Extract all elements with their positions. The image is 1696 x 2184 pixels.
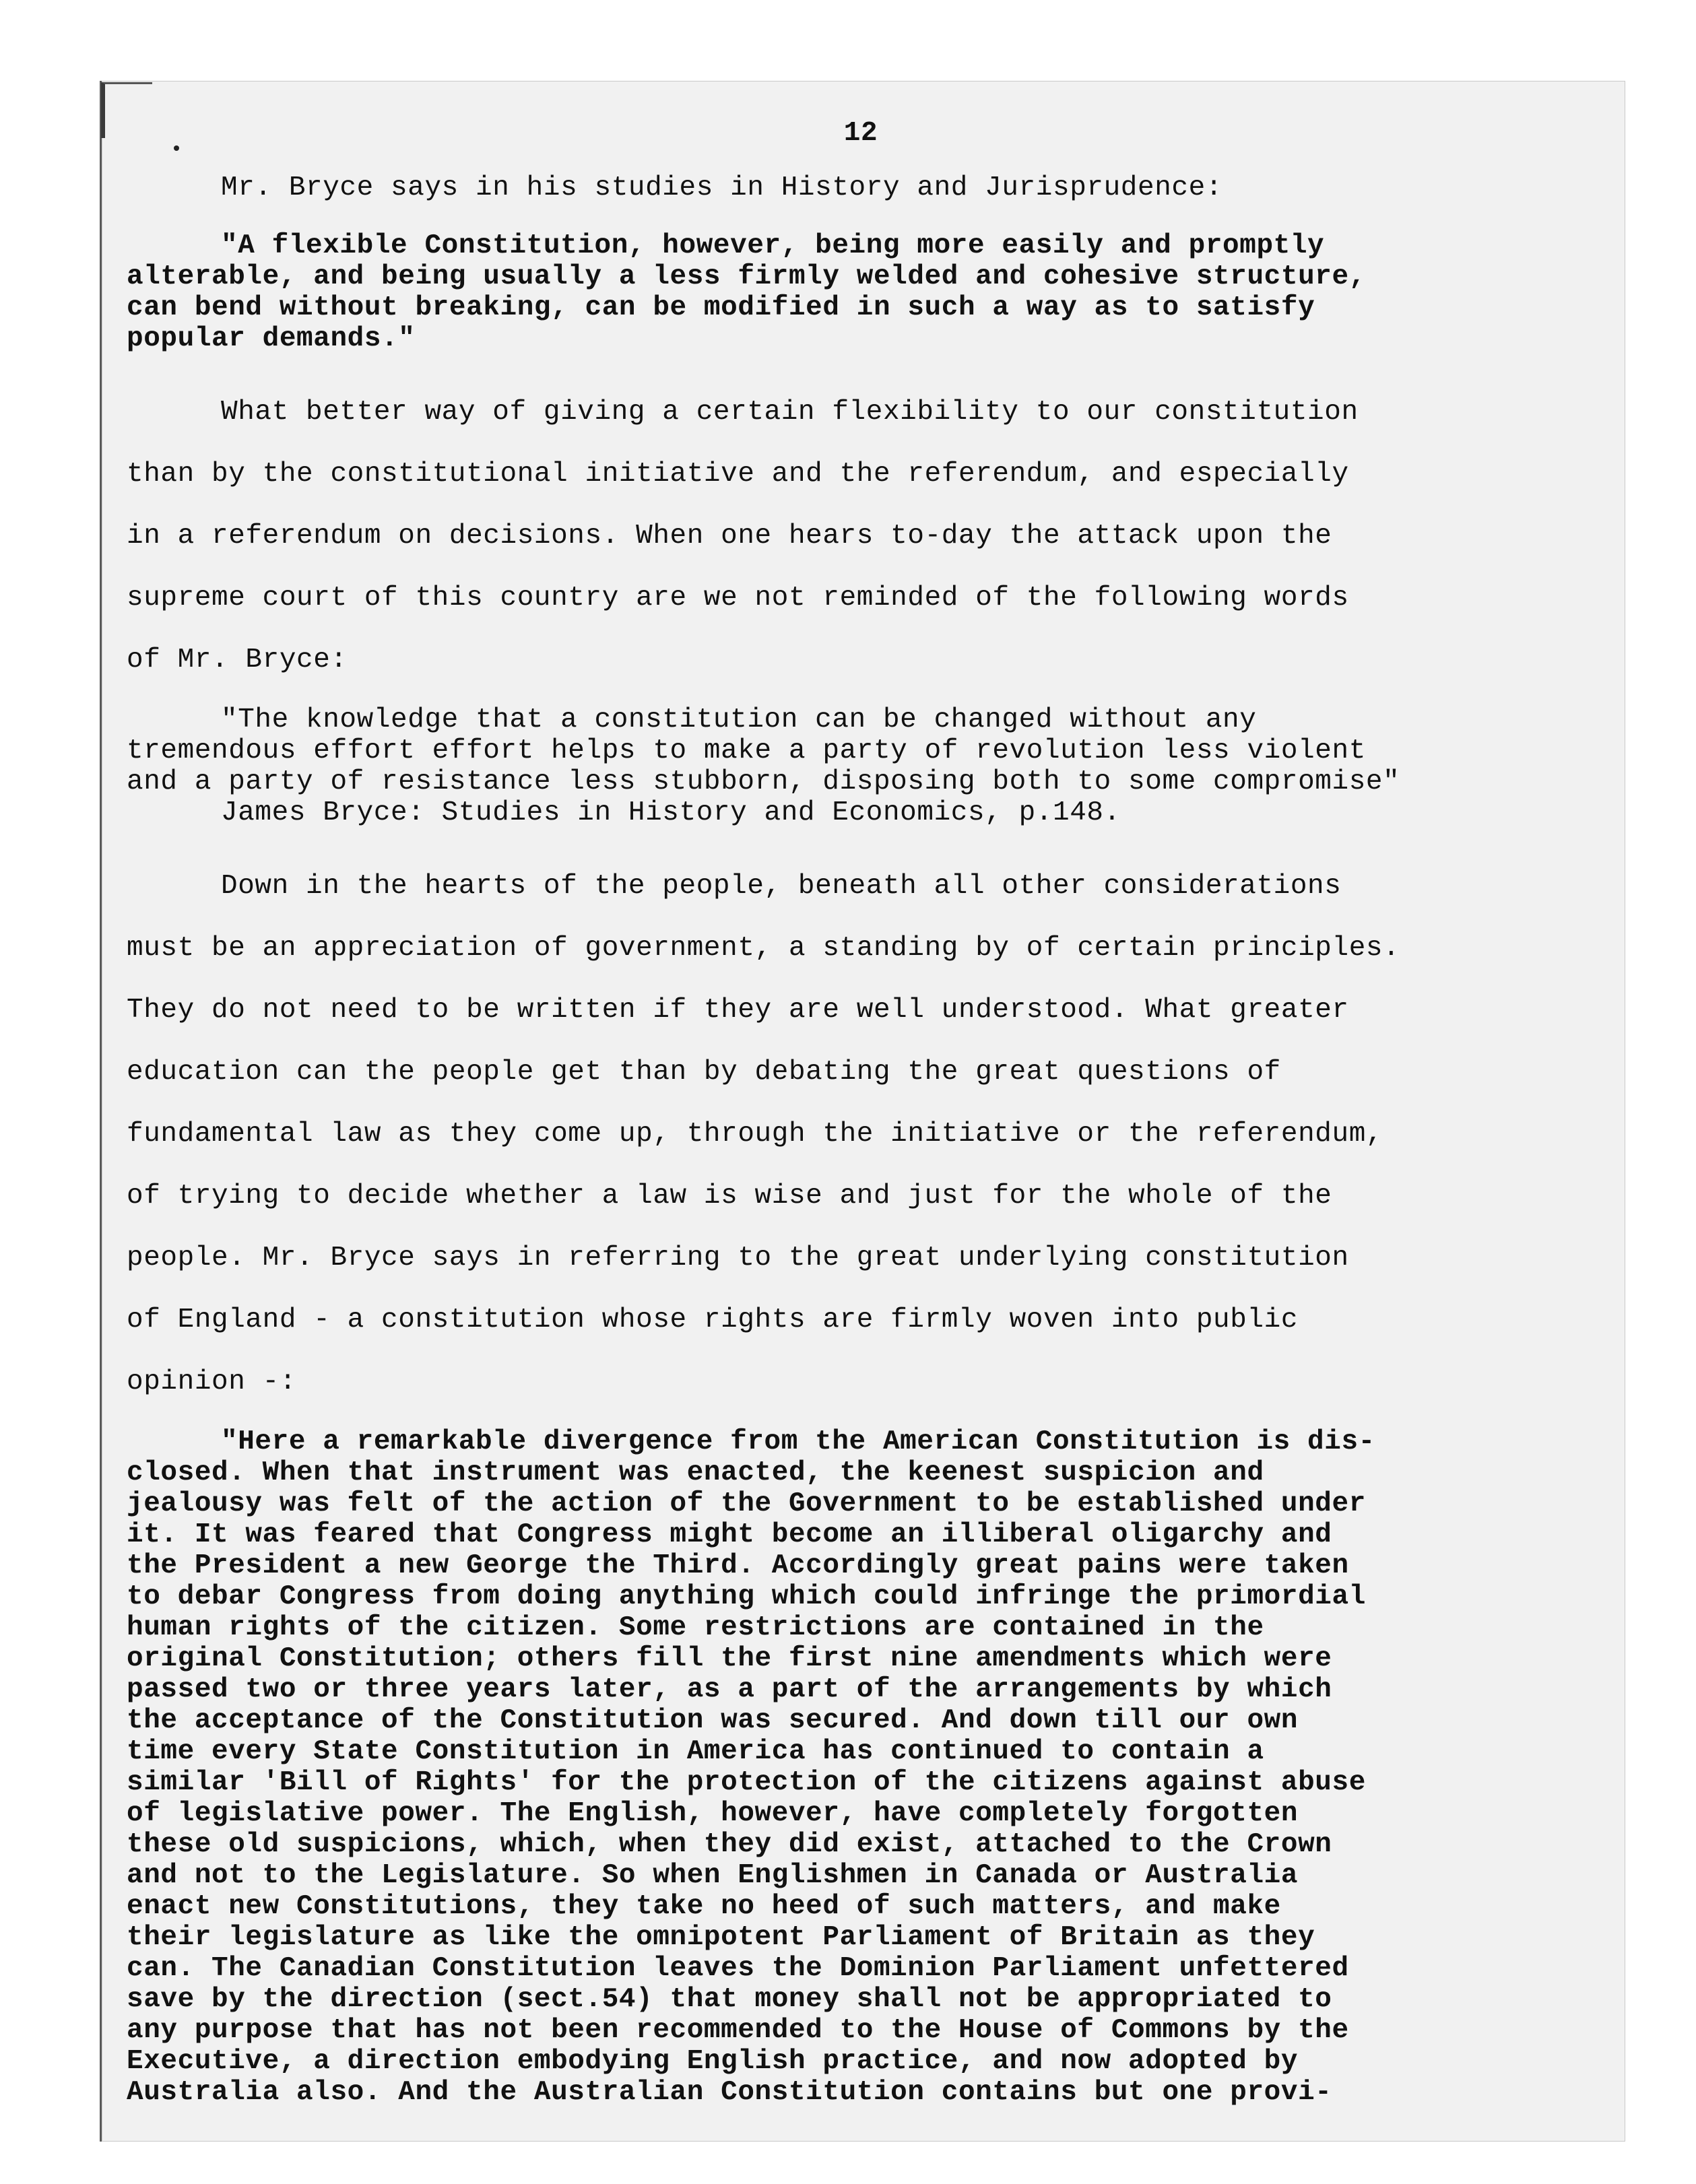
quote-line: Executive, a direction embodying English practice, and now adopted by bbox=[127, 2046, 1299, 2077]
body-line: of England - a constitution whose rights are firmly woven into public bbox=[127, 1304, 1299, 1335]
quote-line: similar 'Bill of Rights' for the protection of the citizens against abuse bbox=[127, 1767, 1366, 1798]
quote-line: these old suspicions, which, when they did exist, attached to the Crown bbox=[127, 1829, 1332, 1860]
body-line: of Mr. Bryce: bbox=[127, 644, 348, 675]
quote-line: enact new Constitutions, they take no heed of such matters, and make bbox=[127, 1891, 1281, 1922]
quote-line: any purpose that has not been recommended to the House of Commons by the bbox=[127, 2015, 1349, 2046]
quote-american-constitution bbox=[127, 1426, 1555, 2108]
quote-line: human rights of the citizen. Some restrictions are contained in the bbox=[127, 1612, 1264, 1643]
quote-line: the acceptance of the Constitution was secured. And down till our own bbox=[127, 1705, 1299, 1736]
quote-line: closed. When that instrument was enacted, the keenest suspicion and bbox=[127, 1457, 1264, 1488]
page-number: 12 bbox=[843, 118, 878, 149]
quote-line: "The knowledge that a constitution can be changed without any bbox=[221, 704, 1257, 735]
quote-knowledge bbox=[127, 704, 1555, 828]
body-line: education can the people get than by debating the great questions of bbox=[127, 1057, 1281, 1088]
page-text bbox=[127, 114, 1555, 2135]
quote-line: "Here a remarkable divergence from the American Constitution is dis- bbox=[221, 1426, 1375, 1457]
body-line: What better way of giving a certain flexibility to our constitution bbox=[221, 397, 1359, 428]
body-line: opinion -: bbox=[127, 1366, 297, 1397]
quote-line: popular demands." bbox=[127, 323, 416, 354]
body-line: fundamental law as they come up, through the initiative or the referendum, bbox=[127, 1119, 1383, 1150]
body-line: Down in the hearts of the people, beneath all other considerations bbox=[221, 871, 1342, 902]
quote-flexible-constitution bbox=[127, 230, 1555, 354]
quote-line: "A flexible Constitution, however, being more easily and promptly bbox=[221, 230, 1325, 261]
quote-line: time every State Constitution in America has continued to contain a bbox=[127, 1736, 1264, 1767]
intro-line: Mr. Bryce says in his studies in History and Jurisprudence: bbox=[221, 172, 1223, 203]
body-line: must be an appreciation of government, a standing by of certain principles. bbox=[127, 933, 1400, 964]
body-line: than by the constitutional initiative and the referendum, and especially bbox=[127, 459, 1349, 490]
quote-line: of legislative power. The English, however, have completely forgotten bbox=[127, 1798, 1299, 1829]
quote-line: and not to the Legislature. So when Englishmen in Canada or Australia bbox=[127, 1860, 1299, 1891]
paragraph-flexibility bbox=[127, 381, 1555, 691]
quote-line: tremendous effort effort helps to make a party of revolution less violent bbox=[127, 735, 1366, 766]
quote-line: original Constitution; others fill the first nine amendments which were bbox=[127, 1643, 1332, 1674]
quote-line: Australia also. And the Australian Constitution contains but one provi- bbox=[127, 2077, 1332, 2108]
body-line: of trying to decide whether a law is wise and just for the whole of the bbox=[127, 1181, 1332, 1212]
quote-line: jealousy was felt of the action of the Government to be established under bbox=[127, 1488, 1366, 1519]
quote-line: to debar Congress from doing anything which could infringe the primordial bbox=[127, 1581, 1366, 1612]
quote-line: passed two or three years later, as a part of the arrangements by which bbox=[127, 1674, 1332, 1705]
quote-line: save by the direction (sect.54) that money shall not be appropriated to bbox=[127, 1984, 1332, 2015]
body-line: in a referendum on decisions. When one hears to-day the attack upon the bbox=[127, 521, 1332, 552]
quote-line: it. It was feared that Congress might become an illiberal oligarchy and bbox=[127, 1519, 1332, 1550]
quote-line: and a party of resistance less stubborn, disposing both to some compromise" bbox=[127, 766, 1400, 797]
quote-line: can bend without breaking, can be modified in such a way as to satisfy bbox=[127, 292, 1315, 323]
quote-line: the President a new George the Third. Accordingly great pains were taken bbox=[127, 1550, 1349, 1581]
quote-line: alterable, and being usually a less firmly welded and cohesive structure, bbox=[127, 261, 1366, 292]
paragraph-hearts-of-people bbox=[127, 855, 1555, 1413]
quote-line: their legislature as like the omnipotent Parliament of Britain as they bbox=[127, 1922, 1315, 1953]
body-line: supreme court of this country are we not reminded of the following words bbox=[127, 583, 1349, 614]
body-line: They do not need to be written if they are well understood. What greater bbox=[127, 995, 1349, 1026]
quote-line: can. The Canadian Constitution leaves the Dominion Parliament unfettered bbox=[127, 1953, 1349, 1984]
quote-citation: James Bryce: Studies in History and Economics, p.148. bbox=[221, 797, 1121, 828]
body-line: people. Mr. Bryce says in referring to the great underlying constitution bbox=[127, 1243, 1349, 1273]
